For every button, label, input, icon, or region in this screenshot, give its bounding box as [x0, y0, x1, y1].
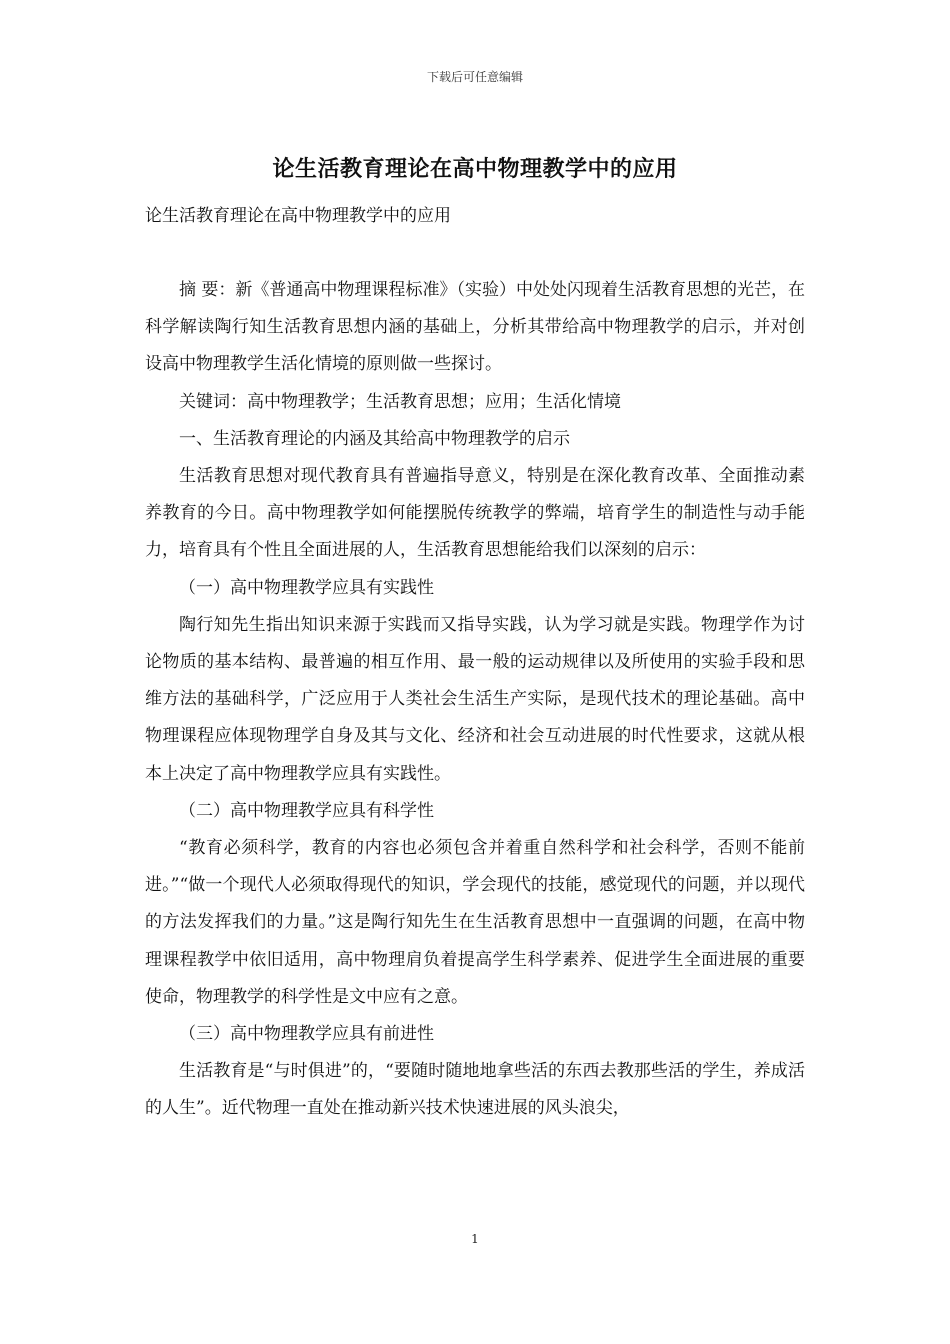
document-body [145, 272, 805, 1128]
document-title: 论生活教育理论在高中物理教学中的应用 [272, 156, 678, 182]
subsection-heading: （二）高中物理教学应具有科学性 [179, 800, 434, 821]
section-heading: 一、生活教育理论的内涵及其给高中物理教学的启示 [179, 428, 570, 449]
keywords-paragraph: 关键词：高中物理教学；生活教育思想；应用；生活化情境 [179, 391, 621, 412]
document-subtitle: 论生活教育理论在高中物理教学中的应用 [145, 206, 451, 226]
body-paragraph: 陶行知先生指出知识来源于实践而又指导实践，认为学习就是实践。物理学作为讨论物质的基本结构、最普遍的相互作用、最一般的运动规律以及所使用的实验手段和思维方法的基础科学，广泛应用于人类社会生活生产实际，是现代技术的理论基础。高中物理课程应体现物理学自身及其与文化、经济和社会互动进展的时代性要求，这就从根本上决定了高中物理教学应具有实践性。 [145, 614, 805, 784]
page-number: 1 [471, 1232, 479, 1246]
subsection-heading: （三）高中物理教学应具有前进性 [179, 1024, 434, 1045]
subsection-heading: （一）高中物理教学应具有实践性 [179, 577, 434, 598]
body-paragraph: 生活教育思想对现代教育具有普遍指导意义，特别是在深化教育改革、全面推动素养教育的今日。高中物理教学如何能摆脱传统教学的弊端，培育学生的制造性与动手能力，培育具有个性且全面进展的人，生活教育思想能给我们以深刻的启示： [145, 466, 805, 561]
body-paragraph: 生活教育是“与时俱进”的，“要随时随地地拿些活的东西去教那些活的学生，养成活的人生”。近代物理一直处在推动新兴技术快速进展的风头浪尖， [145, 1061, 805, 1119]
page-header: 下载后可任意编辑 [426, 70, 523, 84]
body-paragraph: “教育必须科学，教育的内容也必须包含并着重自然科学和社会科学，否则不能前进。”“做一个现代人必须取得现代的知识，学会现代的技能，感觉现代的问题，并以现代的方法发挥我们的力量。”这是陶行知先生在生活教育思想中一直强调的问题，在高中物理课程教学中依旧适用，高中物理肩负着提高学生科学素养、促进学生全面进展的重要使命，物理教学的科学性是文中应有之意。 [145, 838, 805, 1007]
abstract-paragraph: 摘 要：新《普通高中物理课程标准》（实验）中处处闪现着生活教育思想的光芒，在科学解读陶行知生活教育思想内涵的基础上，分析其带给高中物理教学的启示，并对创设高中物理教学生活化情境的原则做一些探讨。 [145, 280, 805, 375]
